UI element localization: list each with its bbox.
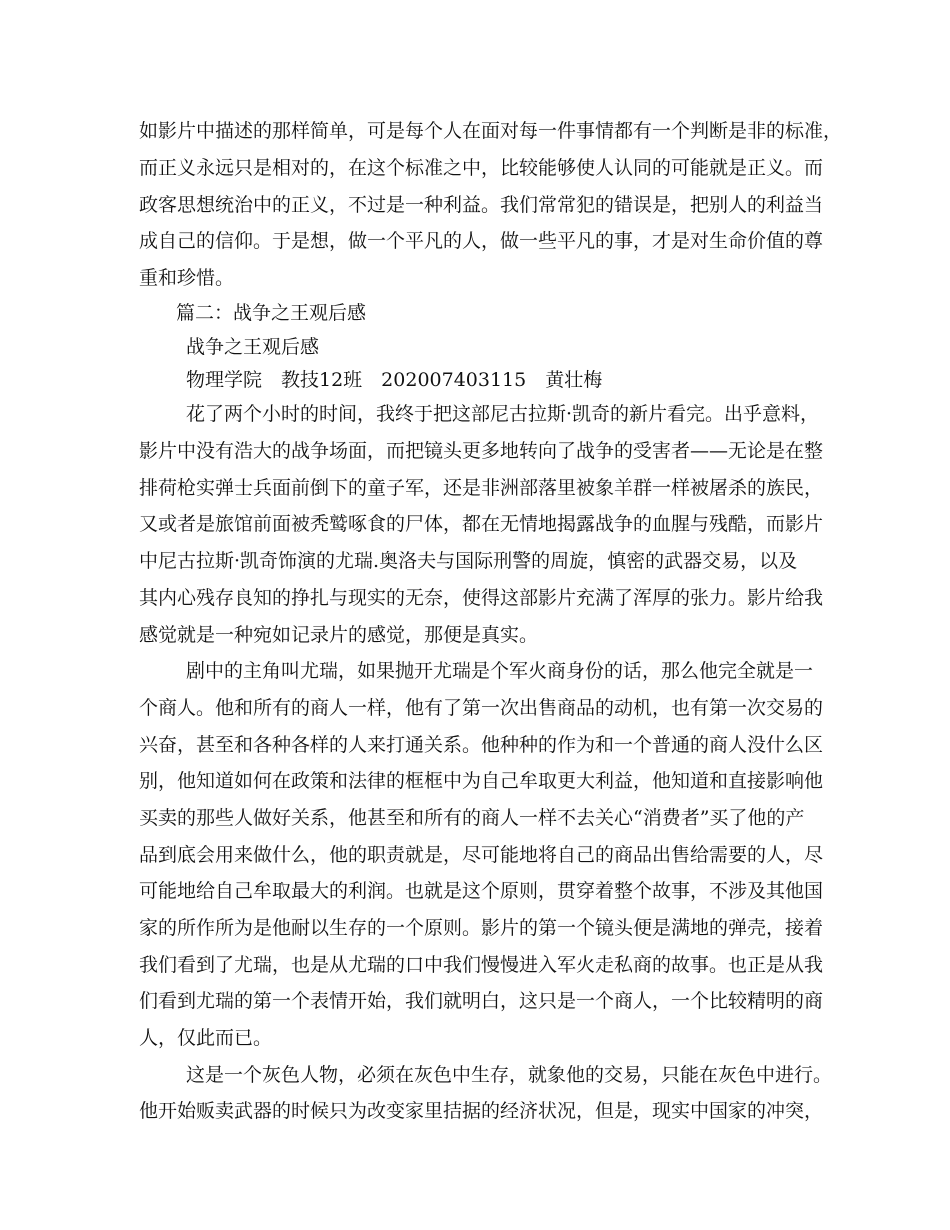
body-text-line: 个商人。他和所有的商人一样，他有了第一次出售商品的动机，也有第一次交易的	[139, 697, 824, 719]
body-text-line: 别，他知道如何在政策和法律的框框中为自己牟取更大利益，他知道和直接影响他	[139, 770, 824, 792]
body-text-line: 买卖的那些人做好关系，他甚至和所有的商人一样不去关心“消费者”买了他的产	[139, 807, 805, 829]
body-text-line: 如影片中描述的那样简单，可是每个人在面对每一件事情都有一个判断是非的标准，	[139, 120, 843, 142]
body-text-line: 又或者是旅馆前面被秃鹫啄食的尸体，都在无情地揭露战争的血腥与残酷，而影片	[139, 513, 824, 535]
body-text-line: 其内心残存良知的挣扎与现实的无奈，使得这部影片充满了浑厚的张力。影片给我	[139, 587, 824, 609]
body-text-line: 我们看到了尤瑞，也是从尤瑞的口中我们慢慢进入军火走私商的故事。也正是从我	[139, 954, 824, 976]
author-info: 物理学院 教技12班 202007403115 黄壮梅	[186, 369, 603, 391]
body-text-line: 兴奋，甚至和各种各样的人来打通关系。他种种的作为和一个普通的商人没什么区	[139, 734, 824, 756]
body-text-line: 他开始贩卖武器的时候只为改变家里拮据的经济状况，但是，现实中国家的冲突，	[139, 1100, 824, 1122]
body-text-line: 感觉就是一种宛如记录片的感觉，那便是真实。	[139, 624, 539, 646]
body-text-line: 们看到尤瑞的第一个表情开始，我们就明白，这只是一个商人，一个比较精明的商	[139, 990, 824, 1012]
body-text-line: 中尼古拉斯·凯奇饰演的尤瑞.奥洛夫与国际刑警的周旋，慎密的武器交易，以及	[139, 550, 798, 572]
body-text-line: 成自己的信仰。于是想，做一个平凡的人，做一些平凡的事，才是对生命价值的尊	[139, 230, 824, 252]
body-text-line: 排荷枪实弹士兵面前倒下的童子军，还是非洲部落里被象羊群一样被屠杀的族民，	[139, 477, 824, 499]
body-text-line: 影片中没有浩大的战争场面，而把镜头更多地转向了战争的受害者——无论是在整	[139, 440, 824, 462]
paragraph-start-line: 这是一个灰色人物，必须在灰色中生存，就象他的交易，只能在灰色中进行。	[186, 1064, 833, 1086]
body-text-line: 家的所作所为是他耐以生存的一个原则。影片的第一个镜头便是满地的弹壳，接着	[139, 917, 824, 939]
article-title: 战争之王观后感	[186, 336, 320, 358]
section-heading: 篇二：战争之王观后感	[176, 302, 367, 324]
body-text-line: 品到底会用来做什么，他的职责就是，尽可能地将自己的商品出售给需要的人，尽	[139, 844, 824, 866]
body-text-line: 可能地给自己牟取最大的利润。也就是这个原则，贯穿着整个故事，不涉及其他国	[139, 880, 824, 902]
paragraph-start-line: 剧中的主角叫尤瑞，如果抛开尤瑞是个军火商身份的话，那么他完全就是一	[186, 660, 814, 682]
body-text-line: 重和珍惜。	[139, 267, 235, 289]
body-text-line: 人，仅此而已。	[139, 1027, 273, 1049]
body-text-line: 而正义永远只是相对的，在这个标准之中，比较能够使人认同的可能就是正义。而	[139, 157, 824, 179]
body-text-line: 政客思想统治中的正义，不过是一种利益。我们常常犯的错误是，把别人的利益当	[139, 194, 824, 216]
paragraph-start-line: 花了两个小时的时间，我终于把这部尼古拉斯·凯奇的新片看完。出乎意料，	[186, 403, 820, 425]
